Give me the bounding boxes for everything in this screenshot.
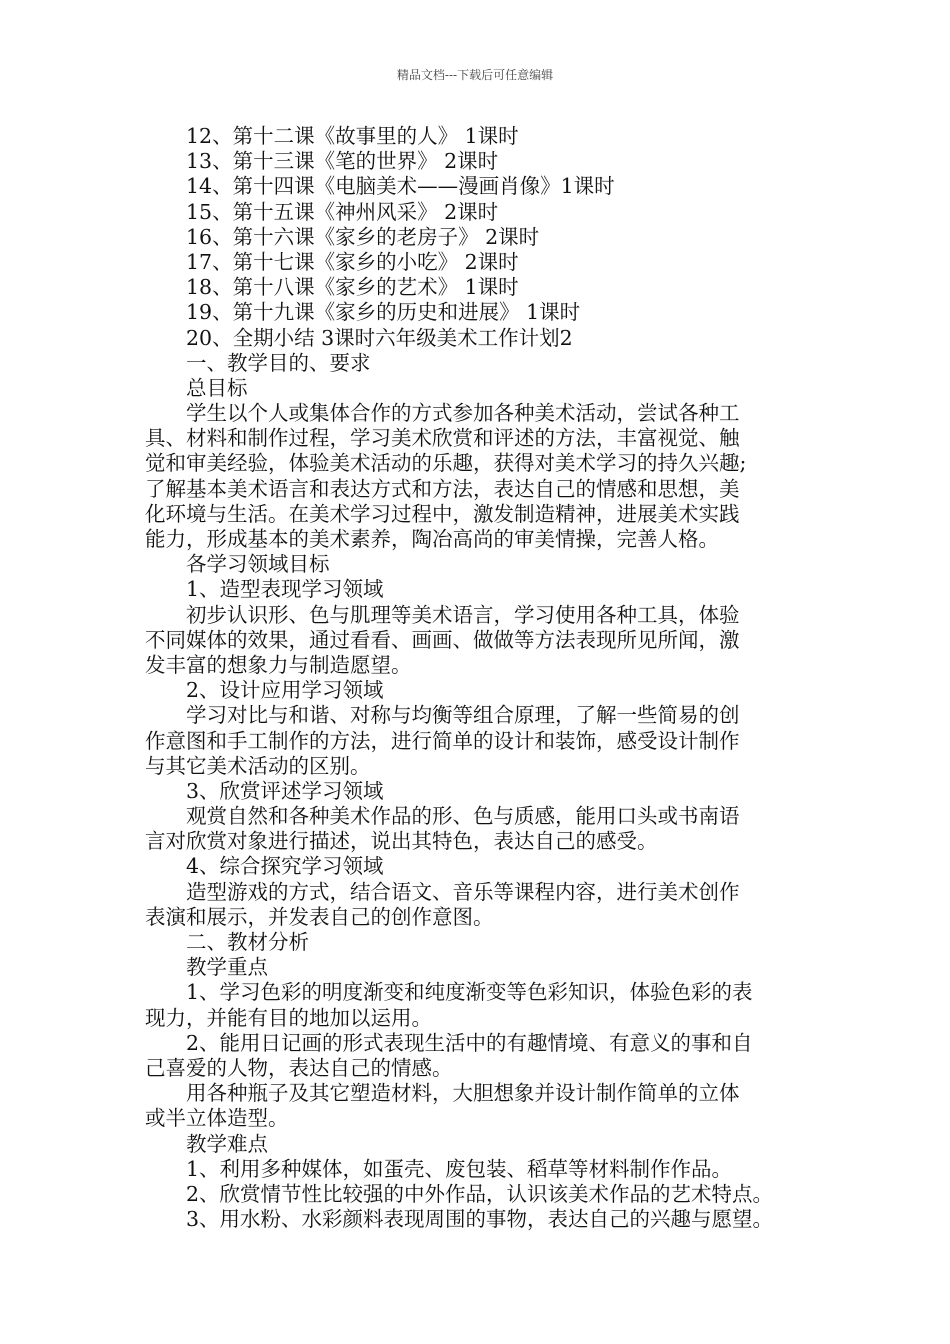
text-line: 具、材料和制作过程，学习美术欣赏和评述的方法，丰富视觉、触 — [145, 426, 740, 451]
text-line: 观赏自然和各种美术作品的形、色与质感，能用口头或书南语 — [186, 804, 740, 829]
text-line: 学生以个人或集体合作的方式参加各种美术活动，尝试各种工 — [186, 401, 740, 426]
text-line: 表演和展示，并发表自己的创作意图。 — [145, 904, 494, 929]
text-line: 二、教材分析 — [186, 930, 309, 954]
text-line: 己喜爱的人物，表达自己的情感。 — [145, 1055, 453, 1080]
text-line: 1、学习色彩的明度渐变和纯度渐变等色彩知识，体验色彩的表 — [186, 980, 753, 1005]
text-line: 教学难点 — [186, 1131, 268, 1156]
text-line: 18、第十八课《家乡的艺术》 1课时 — [186, 275, 519, 300]
text-line: 3、欣赏评述学习领域 — [186, 778, 384, 803]
text-line: 造型游戏的方式，结合语文、音乐等课程内容，进行美术创作 — [186, 879, 740, 904]
page-header: 精品文档---下载后可任意编辑 — [396, 68, 554, 82]
text-line: 13、第十三课《笔的世界》 2课时 — [186, 149, 499, 174]
text-line: 用各种瓶子及其它塑造材料，大胆想象并设计制作简单的立体 — [186, 1081, 740, 1106]
text-line: 12、第十二课《故事里的人》 1课时 — [186, 124, 519, 148]
text-line: 2、欣赏情节性比较强的中外作品，认识该美术作品的艺术特点。 — [186, 1181, 774, 1206]
text-line: 现力，并能有目的地加以运用。 — [145, 1005, 432, 1030]
text-line: 教学重点 — [186, 955, 268, 980]
text-line: 1、造型表现学习领域 — [186, 577, 384, 602]
text-line: 或半立体造型。 — [145, 1106, 289, 1131]
text-line: 2、能用日记画的形式表现生活中的有趣情境、有意义的事和自 — [186, 1030, 753, 1055]
text-line: 一、教学目的、要求 — [186, 350, 371, 375]
text-line: 化环境与生活。在美术学习过程中，激发制造精神，进展美术实践 — [145, 501, 740, 526]
text-line: 3、用水粉、水彩颜料表现周围的事物，表达自己的兴趣与愿望。 — [186, 1207, 774, 1232]
text-line: 14、第十四课《电脑美术——漫画肖像》1课时 — [186, 174, 615, 199]
text-line: 学习对比与和谐、对称与均衡等组合原理，了解一些简易的创 — [186, 703, 740, 728]
text-line: 2、设计应用学习领域 — [186, 678, 384, 703]
text-line: 总目标 — [186, 375, 248, 400]
text-line: 不同媒体的效果，通过看看、画画、做做等方法表现所见所闻，激 — [145, 627, 740, 652]
text-line: 16、第十六课《家乡的老房子》 2课时 — [186, 224, 540, 249]
text-line: 了解基本美术语言和表达方式和方法，表达自己的情感和思想，美 — [145, 476, 740, 501]
text-line: 作意图和手工制作的方法，进行简单的设计和装饰，感受设计制作 — [145, 728, 740, 753]
text-line: 能力，形成基本的美术素养，陶冶高尚的审美情操，完善人格。 — [145, 527, 719, 551]
document-body — [145, 124, 817, 1232]
text-line: 与其它美术活动的区别。 — [145, 753, 371, 778]
text-line: 19、第十九课《家乡的历史和进展》 1课时 — [186, 300, 581, 325]
text-line: 4、综合探究学习领域 — [186, 854, 384, 879]
text-line: 17、第十七课《家乡的小吃》 2课时 — [186, 249, 519, 274]
text-line: 各学习领域目标 — [186, 552, 330, 577]
text-line: 言对欣赏对象进行描述，说出其特色，表达自己的感受。 — [145, 829, 658, 854]
text-line: 觉和审美经验，体验美术活动的乐趣，获得对美术学习的持久兴趣; — [145, 451, 747, 476]
text-line: 20、全期小结 3课时六年级美术工作计划2 — [186, 325, 573, 350]
text-line: 15、第十五课《神州风采》 2课时 — [186, 199, 499, 224]
text-line: 发丰富的想象力与制造愿望。 — [145, 652, 412, 677]
text-line: 1、利用多种媒体，如蛋壳、废包装、稻草等材料制作作品。 — [186, 1156, 733, 1181]
text-line: 初步认识形、色与肌理等美术语言，学习使用各种工具，体验 — [186, 602, 740, 627]
